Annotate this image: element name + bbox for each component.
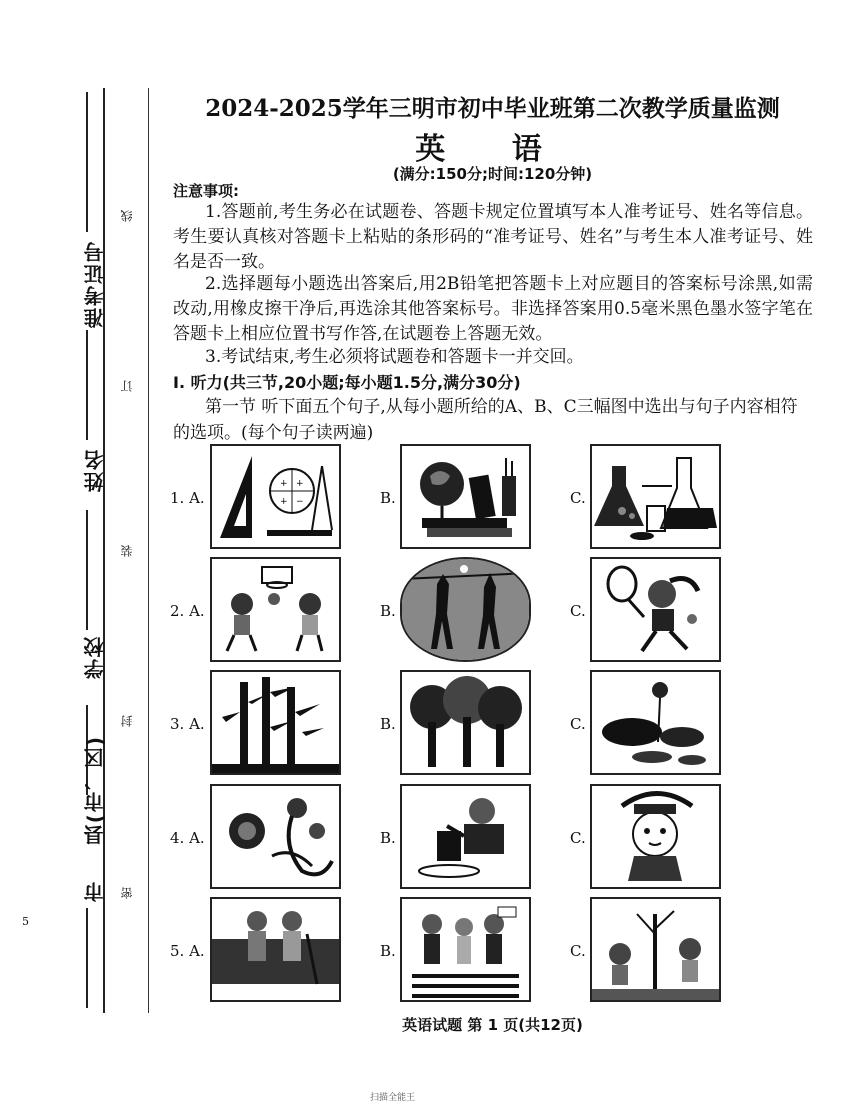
stray-mark: 5 [22, 915, 29, 928]
exam-title: 2024-2025学年三明市初中毕业班第二次教学质量监测 [205, 95, 780, 122]
cut-mark-bind: 订 [120, 380, 134, 392]
tennis-girl-icon[interactable] [590, 557, 721, 662]
peacock-peony-icon[interactable] [210, 784, 341, 889]
binding-margin [0, 0, 150, 1118]
pottery-man-icon[interactable] [400, 784, 531, 889]
exam-meta: (满分:150分;时间:120分钟) [392, 165, 593, 183]
question-1 [170, 444, 820, 549]
svg-text:−: − [296, 497, 304, 507]
section-instructions: 第一节 听下面五个句子,从每小题所给的A、B、C三幅图中选出与句子内容相符的选项。(每个句子读两遍) [173, 397, 798, 443]
field-blank [86, 908, 88, 1008]
field-school: 学校 [83, 635, 107, 679]
bamboo-icon[interactable] [210, 670, 341, 775]
field-county: 县(市、区) [83, 735, 107, 846]
cut-mark-line: 线 [120, 210, 134, 222]
field-name: 姓名 [83, 448, 107, 492]
question-2 [170, 557, 820, 662]
cut-mark-secret: 密 [120, 887, 134, 899]
field-blank [86, 330, 88, 440]
svg-text:+: + [296, 479, 304, 489]
note-item: 1.答题前,考生务必在试题卷、答题卡规定位置填写本人准考证号、姓名等信息。考生要认真核对答题卡上粘贴的条形码的“准考证号、姓名”与考生本人准考证号、姓名是否一致。 [173, 202, 813, 272]
option-b-label: B. [380, 942, 396, 960]
exam-subject: 英 语 [415, 132, 570, 167]
note-item: 3.考试结束,考生必须将试题卷和答题卡一并交回。 [205, 347, 584, 367]
option-c-label: C. [570, 715, 586, 733]
section-title: I. 听力(共三节,20小题;每小题1.5分,满分30分) [173, 373, 521, 392]
math-tools-icon[interactable] [210, 444, 341, 549]
question-label: 3. A. [170, 715, 205, 733]
option-b-label: B. [380, 489, 396, 507]
option-b-label: B. [380, 602, 396, 620]
option-c-label: C. [570, 829, 586, 847]
question-5 [170, 897, 820, 1002]
basketball-kids-icon[interactable] [210, 557, 341, 662]
option-c-label: C. [570, 602, 586, 620]
question-label: 5. A. [170, 942, 205, 960]
cut-mark-install: 装 [120, 545, 134, 557]
binding-line [103, 88, 105, 1013]
notes-heading: 注意事项: [173, 182, 239, 200]
question-label: 2. A. [170, 602, 205, 620]
option-b-label: B. [380, 715, 396, 733]
note-item: 2.选择题每小题选出答案后,用2B铅笔把答题卡上对应题目的答案标号涂黑,如需改动,用橡皮擦干净后,再选涂其他答案标号。非选择答案用0.5毫米黑色墨水签字笔在答题卡上相应位置书写作答,在试题卷上答题无效。 [173, 274, 813, 344]
volleyball-players-icon[interactable] [400, 557, 531, 662]
question-3 [170, 670, 820, 775]
trees-icon[interactable] [400, 670, 531, 775]
tree-planting-icon[interactable] [590, 897, 721, 1002]
lotus-pond-icon[interactable] [590, 670, 721, 775]
page-footer: 英语试题 第 1 页(共12页) [402, 1016, 583, 1034]
question-label: 4. A. [170, 829, 205, 847]
cut-mark-seal: 封 [120, 715, 134, 727]
field-blank [86, 92, 88, 232]
scan-watermark: 扫描全能王 [370, 1093, 416, 1103]
option-c-label: C. [570, 942, 586, 960]
field-exam-number: 准考证号 [83, 240, 107, 328]
question-4 [170, 784, 820, 889]
farm-workers-icon[interactable] [210, 897, 341, 1002]
lab-flasks-icon[interactable] [590, 444, 721, 549]
svg-text:+: + [280, 479, 288, 489]
globe-books-icon[interactable] [400, 444, 531, 549]
opera-mask-icon[interactable] [590, 784, 721, 889]
field-city: 市 [83, 880, 107, 902]
option-b-label: B. [380, 829, 396, 847]
crossing-kids-icon[interactable] [400, 897, 531, 1002]
field-blank [86, 510, 88, 630]
option-c-label: C. [570, 489, 586, 507]
question-label: 1. A. [170, 489, 205, 507]
svg-text:+: + [280, 497, 288, 507]
binding-line-inner [148, 88, 149, 1013]
